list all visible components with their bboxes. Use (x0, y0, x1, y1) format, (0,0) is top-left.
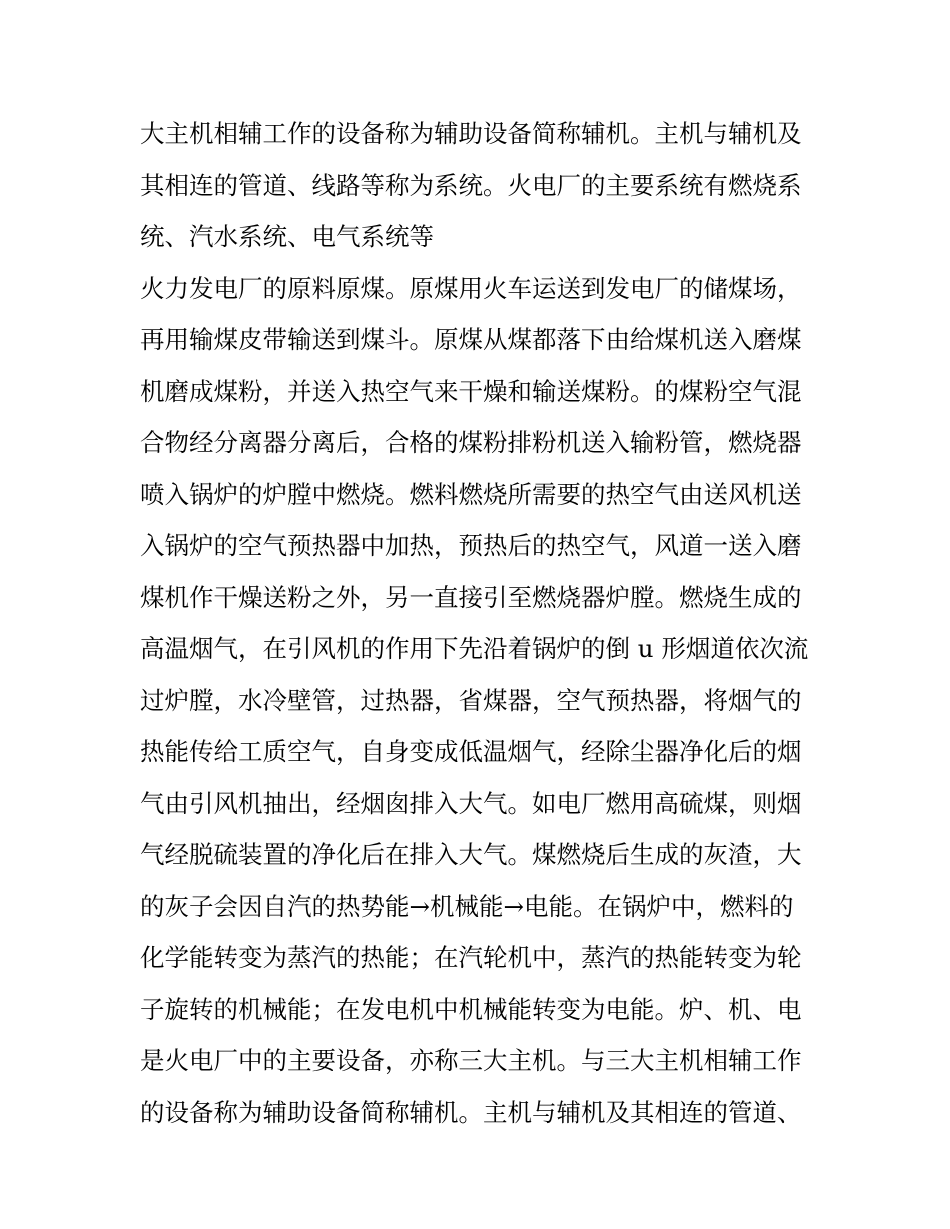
text-line: 的灰子会因自汽的热势能→机械能→电能。在锅炉中，燃料的 (140, 891, 794, 921)
text-line: 的设备称为辅助设备简称辅机。主机与辅机及其相连的管道、 (140, 1097, 802, 1127)
body-text (140, 108, 820, 1138)
text-line: 过炉膛，水冷壁管，过热器，省煤器，空气预热器，将烟气的 (140, 685, 802, 715)
text-line: 统、汽水系统、电气系统等 (140, 222, 434, 251)
text-line: 机磨成煤粉，并送入热空气来干燥和输送煤粉。的煤粉空气混 (140, 376, 802, 406)
text-line: 煤机作干燥送粉之外，另一直接引至燃烧器炉膛。燃烧生成的 (140, 582, 802, 612)
text-line: 火力发电厂的原料原煤。原煤用火车运送到发电厂的储煤场， (140, 273, 802, 303)
text-line: 其相连的管道、线路等称为系统。火电厂的主要系统有燃烧系 (140, 170, 802, 200)
text-line: 是火电厂中的主要设备，亦称三大主机。与三大主机相辅工作 (140, 1046, 802, 1075)
text-line: 入锅炉的空气预热器中加热，预热后的热空气，风道一送入磨 (140, 531, 802, 560)
text-line: 高温烟气，在引风机的作用下先沿着锅炉的倒 u 形烟道依次流 (140, 634, 809, 663)
text-line: 合物经分离器分离后，合格的煤粉排粉机送入输粉管，燃烧器 (140, 428, 802, 457)
text-line: 化学能转变为蒸汽的热能；在汽轮机中，蒸汽的热能转变为轮 (140, 943, 802, 972)
text-line: 大主机相辅工作的设备称为辅助设备简称辅机。主机与辅机及 (140, 119, 802, 148)
text-line: 再用输煤皮带输送到煤斗。原煤从煤都落下由给煤机送入磨煤 (140, 325, 802, 354)
text-line: 喷入锅炉的炉膛中燃烧。燃料燃烧所需要的热空气由送风机送 (140, 479, 802, 509)
text-line: 子旋转的机械能；在发电机中机械能转变为电能。炉、机、电 (140, 994, 802, 1024)
text-line: 热能传给工质空气，自身变成低温烟气，经除尘器净化后的烟 (140, 737, 802, 766)
text-line: 气由引风机抽出，经烟囱排入大气。如电厂燃用高硫煤，则烟 (140, 788, 802, 818)
text-line: 气经脱硫装置的净化后在排入大气。煤燃烧后生成的灰渣，大 (140, 840, 802, 869)
